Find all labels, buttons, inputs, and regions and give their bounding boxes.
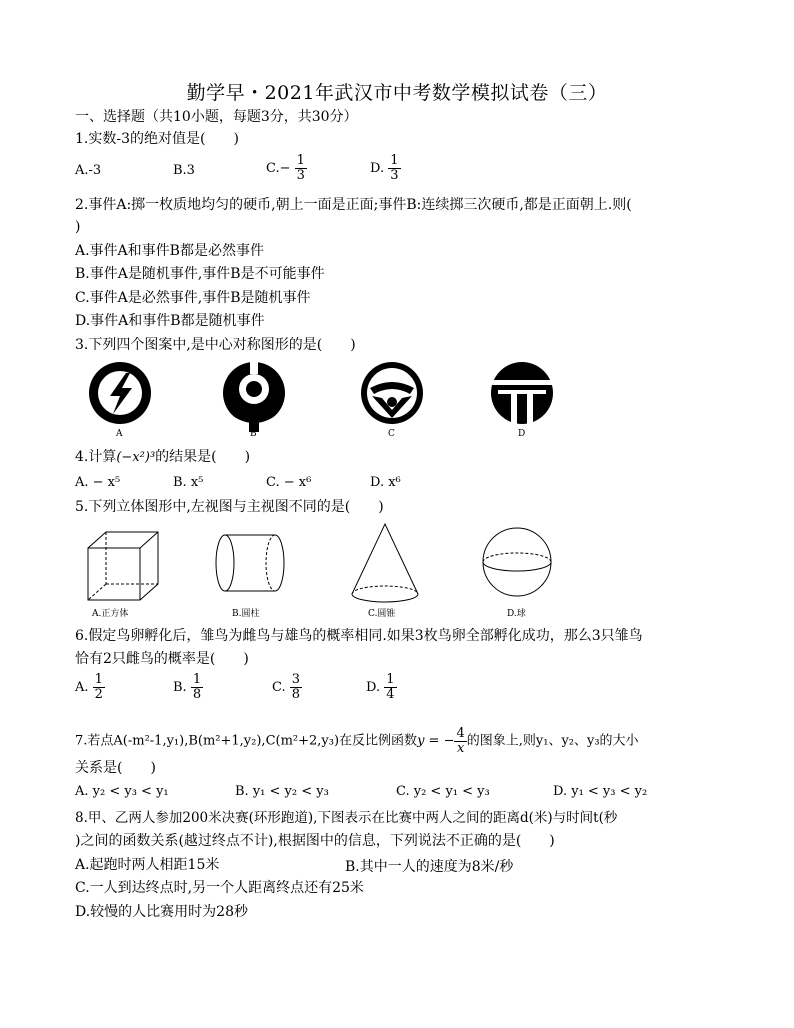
q4-option-c: C. − x⁶ <box>266 475 312 490</box>
q5-label-b: B.圆柱 <box>232 609 260 619</box>
q5-label-a: A.正方体 <box>92 609 129 619</box>
q2-option-c: C.事件A是必然事件,事件B是随机事件 <box>75 290 311 306</box>
q2-stem-line2: ) <box>75 219 81 235</box>
q6-option-d: D. $\frac{1}{4}$ <box>366 672 395 702</box>
q2-option-a: A.事件A和事件B都是必然事件 <box>75 243 264 259</box>
q2-stem-line1: 2.事件A:掷一枚质地均匀的硬币,朝上一面是正面;事件B:连续掷三次硬币,都是正面朝上.则( <box>75 197 632 213</box>
q3-label-d: D <box>518 429 526 439</box>
q8-option-c: C.一人到达终点时,另一个人距离终点还有25米 <box>75 880 364 896</box>
q3-label-c: C <box>388 429 395 439</box>
q8-option-d: D.较慢的人比赛用时为28秒 <box>75 904 248 920</box>
q3-label-b: B <box>250 429 257 439</box>
q3-figures <box>80 358 560 448</box>
q6-option-b: B. $\frac{1}{8}$ <box>173 672 202 702</box>
q8-option-b: B.其中一人的速度为8米/秒 <box>345 859 514 875</box>
q6-option-a: A. $\frac{1}{2}$ <box>75 672 103 702</box>
cone-icon <box>352 524 418 602</box>
figure-d-emblem-icon <box>490 362 554 424</box>
q7-stem-line2: 关系是( ) <box>75 760 156 776</box>
sphere-icon <box>483 528 551 596</box>
q8-stem-line2: )之间的函数关系(越过终点不计),根据图中的信息，下列说法不正确的是( ) <box>75 833 555 849</box>
q7-option-d: D. y₁ < y₃ < y₂ <box>553 784 648 799</box>
q1-stem: 1.实数-3的绝对值是( ) <box>75 131 239 147</box>
q2-option-d: D.事件A和事件B都是随机事件 <box>75 313 265 329</box>
q6-option-c: C. $\frac{3}{8}$ <box>272 672 301 702</box>
figure-a-lightning-icon <box>89 362 151 424</box>
q6-stem-line2: 恰有2只雌鸟的概率是( ) <box>75 651 249 667</box>
q8-option-a: A.起跑时两人相距15米 <box>75 857 220 873</box>
q6-stem-line1: 6.假定鸟卵孵化后，雏鸟为雌鸟与雄鸟的概率相同.如果3枚鸟卵全部孵化成功，那么3只雏鸟 <box>75 628 643 644</box>
cube-icon <box>88 532 158 600</box>
q1-option-b: B.3 <box>173 163 195 178</box>
section-heading: 一、选择题（共10小题，每题3分，共30分） <box>75 109 358 125</box>
q7-option-c: C. y₂ < y₁ < y₃ <box>396 784 490 799</box>
q4-option-b: B. x⁵ <box>173 475 204 490</box>
figure-c-emblem-icon <box>361 362 423 424</box>
q1-option-a: A.-3 <box>75 163 102 178</box>
q5-solids <box>80 520 570 610</box>
q7-option-b: B. y₁ < y₂ < y₃ <box>235 784 329 799</box>
q4-option-d: D. x⁶ <box>370 475 401 490</box>
q7-option-a: A. y₂ < y₃ < y₁ <box>75 784 169 799</box>
page-title: 勤学早・2021年武汉市中考数学模拟试卷（三） <box>186 82 608 104</box>
cylinder-icon <box>216 535 284 591</box>
q5-label-d: D.球 <box>507 609 526 619</box>
q8-stem-line1: 8.甲、乙两人参加200米决赛(环形跑道),下图表示在比赛中两人之间的距离d(米)与时间t(秒 <box>75 810 618 826</box>
q5-label-c: C.圆锥 <box>368 609 396 619</box>
figure-b-emblem-icon <box>223 362 285 432</box>
q1-option-d: D. $\frac{1}{3}$ <box>370 153 399 183</box>
q4-option-a: A. − x⁵ <box>75 475 121 490</box>
q1-option-c: C.− $\frac{1}{3}$ <box>266 153 305 183</box>
q5-stem: 5.下列立体图形中,左视图与主视图不同的是( ) <box>75 499 384 515</box>
q3-stem: 3.下列四个图案中,是中心对称图形的是( ) <box>75 337 356 353</box>
q2-option-b: B.事件A是随机事件,事件B是不可能事件 <box>75 266 325 282</box>
q4-stem: 4.计算(−x²)³的结果是( ) <box>75 449 251 465</box>
q3-label-a: A <box>116 429 123 439</box>
q7-stem-line1: 7.若点A(-m²-1,y₁),B(m²+1,y₂),C(m²+2,y₃)在反比例函数y = − $\frac{4}{x}$ 的图象上,则y₁、y₂、y₃的大小 <box>75 726 639 756</box>
